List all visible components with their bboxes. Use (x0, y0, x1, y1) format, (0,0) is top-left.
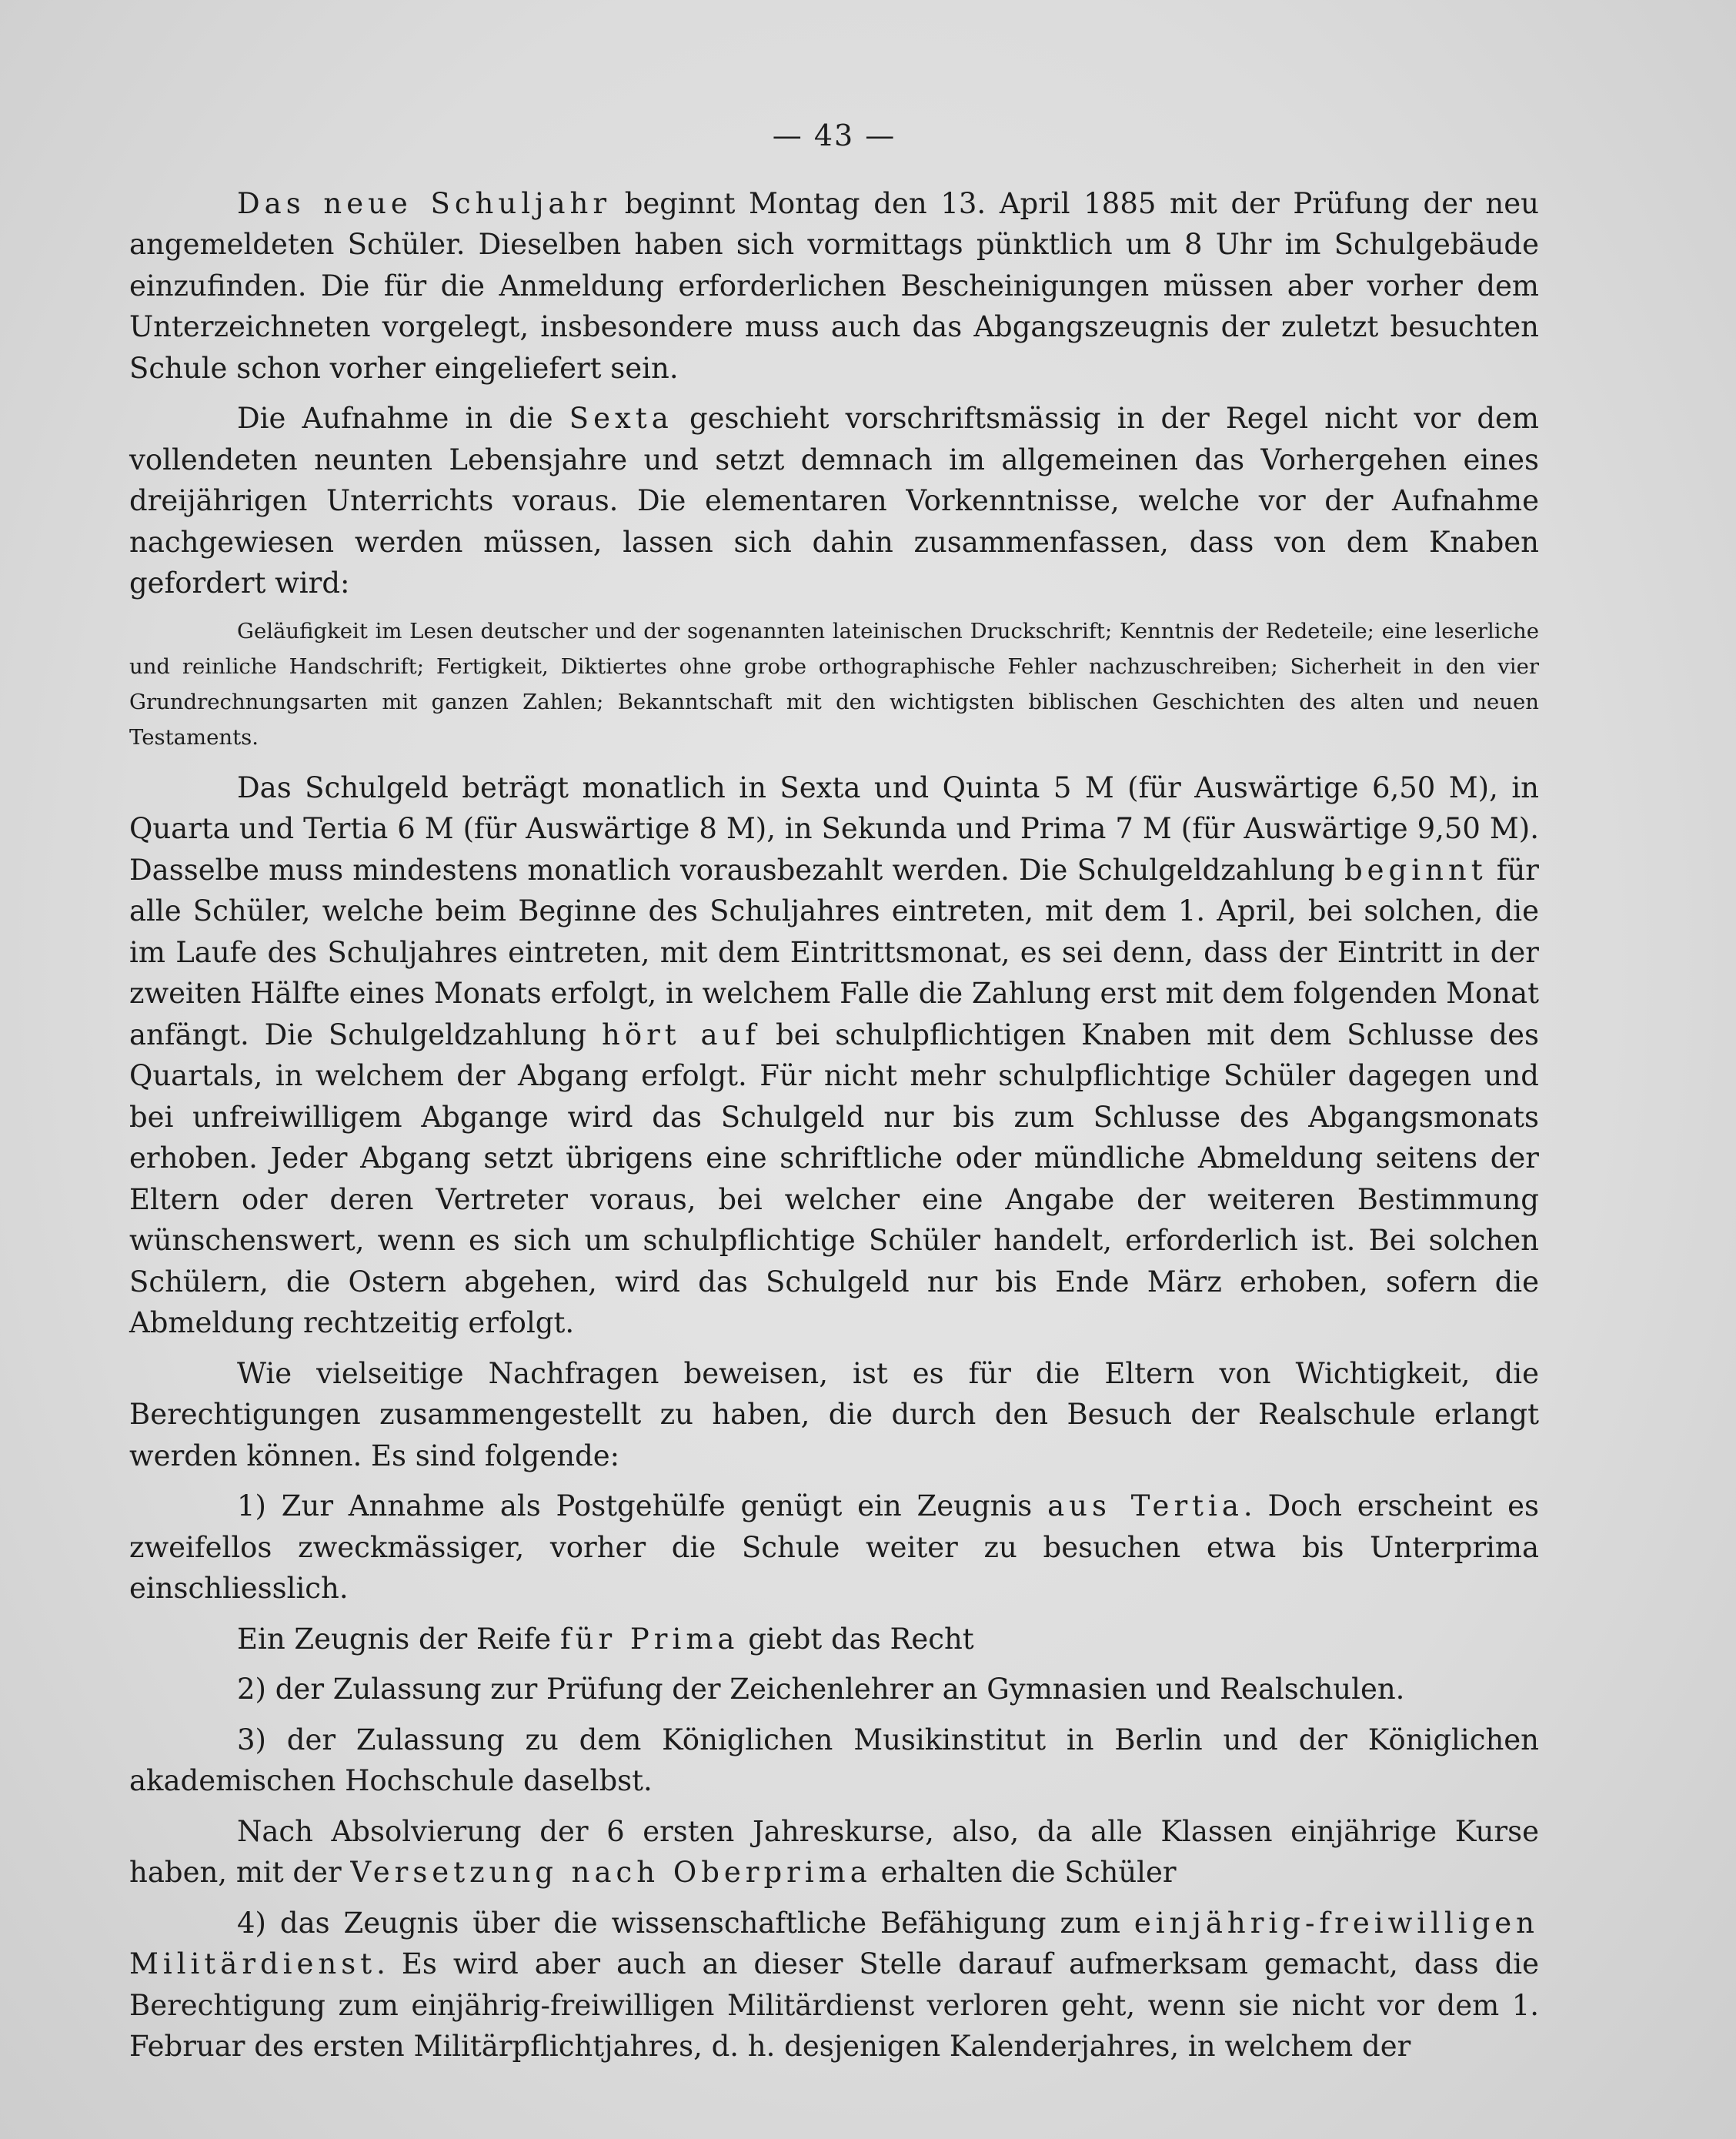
reife-text-a: Ein Zeugnis der Reife (237, 1622, 560, 1656)
paragraph-school-fees (129, 767, 1539, 1344)
emphasis-militaerdienst: einjährig-freiwilligen Militärdienst (129, 1906, 1539, 1980)
paragraph-item-2: 2) der Zulassung zur Prüfung der Zeichenlehrer an Gymnasien und Realschulen. (237, 1673, 1405, 1706)
emphasis-hoert-auf: hört auf (601, 1018, 761, 1051)
paragraph-requirements: Geläufigkeit im Lesen deutscher und der sogenannten lateinischen Druckschrift; Kenntnis der Redeteile; eine leserliche und reinliche Handschrift; Fertigkeit, Diktiertes ohne grobe orthographische Fehler nachzuschreiben; Sicherheit in den vier Grundrechnungsarten mit ganzen Zahlen; Bekanntschaft mit den wichtigsten biblischen Geschichten des alten und neuen Testaments. (129, 618, 1539, 750)
absolvierung-text-b: erhalten die Schüler (871, 1856, 1177, 1889)
paragraph-admission-sexta (129, 398, 1539, 604)
emphasis-beginnt: beginnt (1344, 853, 1487, 887)
emphasis-versetzung: Versetzung nach Oberprima (350, 1856, 872, 1889)
emphasis-fuer-prima: für Prima (559, 1622, 739, 1656)
item-4-text-a: 4) das Zeugnis über die wissenschaftliche Befähigung zum (237, 1906, 1134, 1940)
paragraph-school-year (129, 183, 1539, 389)
paragraph-admission-text-b: geschieht vorschriftsmässig in der Regel nicht vor dem vollendeten neunten Lebensjahre und setzt demnach im allgemeinen das Vorhergehen eines dreijährigen Unterrichts voraus. Die elementaren Vorkenntnisse, welche vor der Aufnahme nachgewiesen werden müssen, lassen sich dahin zusammenfassen, dass von dem Knaben gefordert wird: (129, 402, 1539, 600)
paragraph-entitlements-intro: Wie vielseitige Nachfragen beweisen, ist es für die Eltern von Wichtigkeit, die Berechtigungen zusammengestellt zu haben, die durch den Besuch der Realschule erlangt werden können. Es sind folgende: (129, 1356, 1539, 1472)
paragraph-fees-text-a: Das Schulgeld beträgt monatlich in Sexta und Quinta 5 M (für Auswärtige 6,50 M), in Quarta und Tertia 6 M (für Auswärtige 8 M), in Sekunda und Prima 7 M (für Auswärtige 9,50 M). Dasselbe muss mindestens monatlich vorausbezahlt werden. Die Schulgeldzahlung (129, 770, 1539, 887)
page-body (129, 115, 1539, 2077)
paragraph-item-4 (129, 1903, 1539, 2067)
paragraph-fees-text-b: für alle Schüler, welche beim Beginne des Schuljahres eintreten, mit dem 1. April, bei solchen, die im Laufe des Schuljahres eintreten, mit dem Eintrittsmonat, es sei denn, dass der Eintritt in der zweiten Hälfte eines Monats erfolgt, in welchem Falle die Zahlung erst mit dem folgenden Monat anfängt. Die Schulgeldzahlung (129, 853, 1539, 1051)
emphasis-school-year: Das neue Schuljahr (237, 186, 612, 220)
item-1-text-a: 1) Zur Annahme als Postgehülfe genügt ein Zeugnis (237, 1489, 1048, 1522)
paragraph-admission-text-a: Die Aufnahme in die (237, 402, 569, 435)
paragraph-school-year-text: beginnt Montag den 13. April 1885 mit der Prüfung der neu angemeldeten Schüler. Dieselben haben sich vormittags pünktlich um 8 Uhr im Schulgebäude einzufinden. Die für die Anmeldung erforderlichen Bescheinigungen müssen aber vorher dem Unterzeichneten vorgelegt, insbesondere muss auch das Abgangszeugnis der zuletzt besuchten Schule schon vorher eingeliefert sein. (129, 186, 1539, 385)
paragraph-item-3: 3) der Zulassung zu dem Königlichen Musikinstitut in Berlin und der Königlichen akademischen Hochschule daselbst. (129, 1723, 1539, 1797)
paragraph-item-1 (129, 1486, 1539, 1609)
absolvierung-text-a: Nach Absolvierung der 6 ersten Jahreskurse, also, da alle Klassen einjährige Kurse haben, mit der (129, 1814, 1539, 1889)
paragraph-absolvierung (129, 1811, 1539, 1893)
paragraph-reife-prima (129, 1619, 1539, 1660)
paragraph-fees-text-c: bei schulpflichtigen Knaben mit dem Schlusse des Quartals, in welchem der Abgang erfolgt. Für nicht mehr schulpflichtige Schüler dagegen und bei unfreiwilligem Abgange wird das Schulgeld nur bis zum Schlusse des Abgangsmonats erhoben. Jeder Abgang setzt übrigens eine schriftliche oder mündliche Abmeldung seitens der Eltern oder deren Vertreter voraus, bei welcher eine Angabe der weiteren Bestimmung wünschenswert, wenn es sich um schulpflichtige Schüler handelt, erforderlich ist. Bei solchen Schülern, die Ostern abgehen, wird das Schulgeld nur bis Ende März erhoben, sofern die Abmeldung rechtzeitig erfolgt. (129, 1018, 1539, 1339)
reife-text-b: giebt das Recht (739, 1622, 974, 1656)
emphasis-sexta: Sexta (569, 402, 673, 435)
item-4-text-b: . Es wird aber auch an dieser Stelle darauf aufmerksam gemacht, dass die Berechtigung zum einjährig-freiwilligen Militärdienst verloren geht, wenn sie nicht vor dem 1. Februar des ersten Militärpflichtjahres, d. h. desjenigen Kalenderjahres, in welchem der (129, 1947, 1539, 2063)
emphasis-aus-tertia: aus Tertia (1047, 1489, 1244, 1522)
item-1-text-b: . Doch erscheint es zweifellos zweckmässiger, vorher die Schule weiter zu besuchen etwa bis Unterprima einschliesslich. (129, 1489, 1539, 1605)
page-number: — 43 — (772, 119, 896, 152)
